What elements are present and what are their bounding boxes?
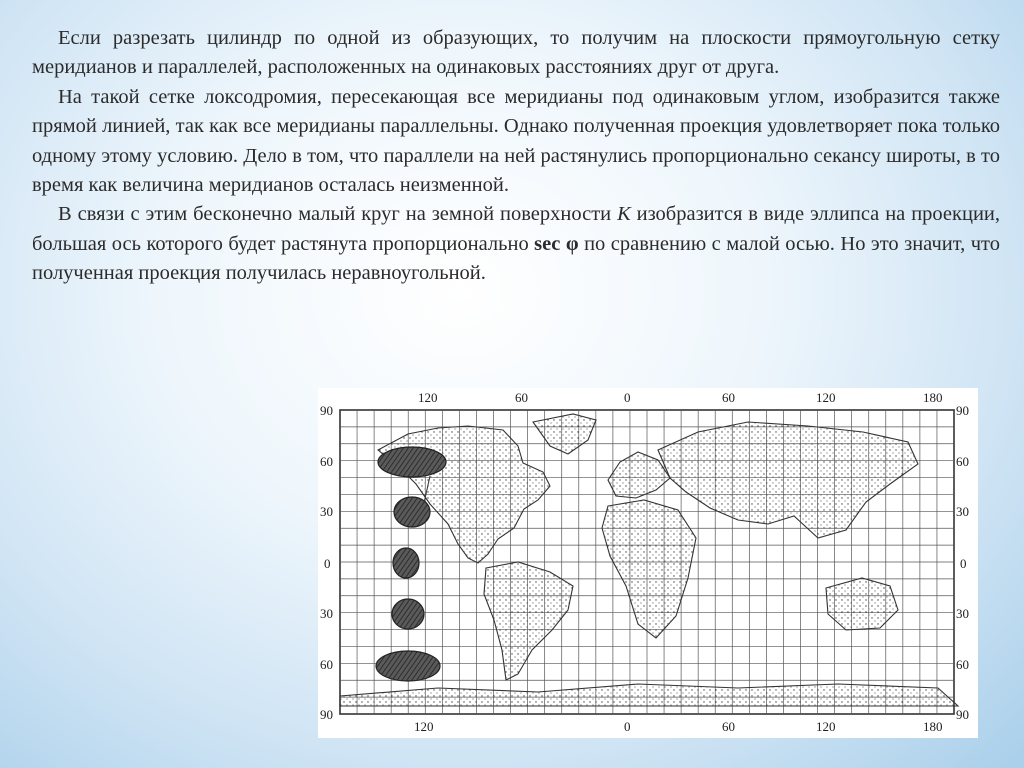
right-lat-label: 90 — [956, 707, 969, 722]
right-lat-label: 30 — [956, 504, 969, 519]
top-lon-label: 120 — [418, 390, 438, 405]
paragraph-1-text: Если разрезать цилиндр по одной из образующих, то получим на плоскости прямоугольную сетку меридианов и параллелей, расположенных на одинаковых расстояниях друг от друга. — [32, 27, 1000, 79]
continent-australia — [826, 578, 898, 630]
paragraph-2 — [32, 83, 1000, 201]
top-lon-label: 120 — [816, 390, 836, 405]
text-block — [32, 24, 1000, 289]
cylindrical-projection-map — [318, 388, 978, 738]
continent-europe — [608, 452, 670, 498]
bottom-longitude-labels — [414, 719, 943, 734]
right-lat-label: 90 — [956, 403, 969, 418]
left-lat-label: 90 — [320, 707, 333, 722]
right-lat-label: 60 — [956, 454, 969, 469]
tissot-ellipse-30s — [392, 599, 424, 629]
left-latitude-labels — [320, 403, 333, 722]
map-figure — [318, 388, 978, 738]
left-lat-label: 0 — [324, 556, 331, 571]
paragraph-2-text: На такой сетке локсодромия, пересекающая все меридианы под одинаковым углом, изобразится также прямой линией, так как все меридианы параллельны. Однако полученная проекция удовлетворяет пока только одному этому условию. Дело в том, что параллели на ней растянулись пропорционально секансу широты, в то время как величина меридианов осталась неизменной. — [32, 85, 1000, 197]
top-lon-label: 60 — [722, 390, 735, 405]
right-lat-label: 0 — [960, 556, 967, 571]
top-lon-label: 0 — [624, 390, 631, 405]
left-lat-label: 60 — [320, 454, 333, 469]
bottom-lon-label: 120 — [414, 719, 434, 734]
bottom-lon-label: 0 — [624, 719, 631, 734]
top-lon-label: 60 — [515, 390, 528, 405]
right-lat-label: 30 — [956, 606, 969, 621]
paragraph-3 — [32, 200, 1000, 288]
tissot-ellipse-60s — [376, 651, 440, 681]
bottom-lon-label: 60 — [722, 719, 735, 734]
continent-antarctica — [340, 684, 958, 706]
left-lat-label: 90 — [320, 403, 333, 418]
continent-south-america — [484, 562, 573, 680]
paragraph-3-part2: изобразится в виде эллипса на проекции, большая ось которого будет растянута пропорционально — [32, 203, 1001, 255]
tissot-ellipse-60n — [378, 447, 446, 477]
top-longitude-labels — [418, 390, 943, 405]
left-lat-label: 60 — [320, 657, 333, 672]
bottom-lon-label: 180 — [923, 719, 943, 734]
continent-asia — [658, 422, 918, 538]
right-latitude-labels — [956, 403, 969, 722]
tissot-ellipse-0 — [393, 548, 419, 578]
continent-africa — [602, 500, 696, 638]
paragraph-3-sec-phi: sec φ — [534, 232, 579, 255]
paragraph-1 — [32, 24, 1000, 83]
right-lat-label: 60 — [956, 657, 969, 672]
bottom-lon-label: 120 — [816, 719, 836, 734]
left-lat-label: 30 — [320, 504, 333, 519]
paragraph-3-circle-symbol: К — [617, 203, 631, 226]
paragraph-3-part3: по сравнению с малой осью. Но это значит, что полученная проекция получилась неравноугольной. — [32, 232, 1000, 285]
left-lat-label: 30 — [320, 606, 333, 621]
paragraph-3-part1: В связи с этим бесконечно малый круг на земной поверхности — [58, 203, 618, 226]
continent-greenland — [533, 414, 596, 454]
top-lon-label: 180 — [923, 390, 943, 405]
